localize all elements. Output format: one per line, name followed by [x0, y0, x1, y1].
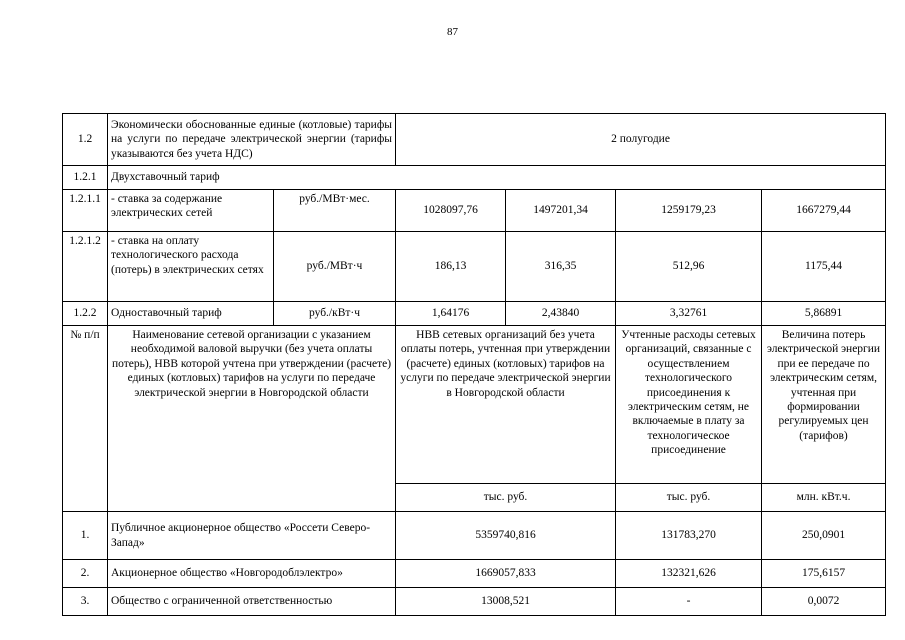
section-row — [63, 114, 886, 166]
org-name: Публичное акционерное общество «Россети Северо-Запад» — [108, 512, 396, 560]
org-value3: 0,0072 — [762, 588, 886, 616]
row-unit: руб./МВт·ч — [274, 232, 396, 302]
row-number: 1.2.1.1 — [63, 190, 108, 232]
row-number: 1.2.1 — [63, 166, 108, 190]
value-cell: 1,64176 — [396, 302, 506, 326]
org-name: Акционерное общество «Новгородоблэлектро» — [108, 560, 396, 588]
org-number: 3. — [63, 588, 108, 616]
org-value3: 250,0901 — [762, 512, 886, 560]
org-value1: 13008,521 — [396, 588, 616, 616]
value-cell: 2,43840 — [506, 302, 616, 326]
org-number: 1. — [63, 512, 108, 560]
two-rate-row — [63, 166, 886, 190]
org-header-row — [63, 326, 886, 484]
value-cell: 3,32761 — [616, 302, 762, 326]
row-label: Одноставочный тариф — [108, 302, 274, 326]
value-cell: 1175,44 — [762, 232, 886, 302]
rate-row — [63, 190, 886, 232]
rate-row — [63, 232, 886, 302]
unit-col3: млн. кВт.ч. — [762, 484, 886, 512]
row-number: 1.2.1.2 — [63, 232, 108, 302]
org-value3: 175,6157 — [762, 560, 886, 588]
org-value2: 132321,626 — [616, 560, 762, 588]
header-org-name: Наименование сетевой организации с указанием необходимой валовой выручки (без учета оплаты потерь), НВВ которой учтена при утверждении (расчете) единых (котловых) тарифов на услуги по передаче электрической энергии в Новгородской области — [108, 326, 396, 512]
row-unit: руб./кВт·ч — [274, 302, 396, 326]
org-value1: 1669057,833 — [396, 560, 616, 588]
value-cell: 512,96 — [616, 232, 762, 302]
value-cell: 316,35 — [506, 232, 616, 302]
tariff-table — [62, 113, 886, 616]
unit-col1: тыс. руб. — [396, 484, 616, 512]
header-col3: Величина потерь электрической энергии при ее передаче по электрическим сетям, учтенная при формировании регулируемых цен (тарифов) — [762, 326, 886, 484]
header-col2: Учтенные расходы сетевых организаций, связанные с осуществлением технологического присоединения к электрическим сетям, не включаемые в плату за технологическое присоединение — [616, 326, 762, 484]
row-label: - ставка за содержание электрических сетей — [108, 190, 274, 232]
org-name: Общество с ограниченной ответственностью — [108, 588, 396, 616]
value-cell: 1028097,76 — [396, 190, 506, 232]
org-value2: 131783,270 — [616, 512, 762, 560]
org-row — [63, 588, 886, 616]
value-cell: 186,13 — [396, 232, 506, 302]
row-label: Двухставочный тариф — [108, 166, 886, 190]
value-cell: 1667279,44 — [762, 190, 886, 232]
single-rate-row — [63, 302, 886, 326]
org-row — [63, 512, 886, 560]
row-number: 1.2.2 — [63, 302, 108, 326]
page-number: 87 — [447, 26, 458, 38]
value-cell: 1497201,34 — [506, 190, 616, 232]
header-number: № п/п — [63, 326, 108, 512]
header-col1: НВВ сетевых организаций без учета оплаты потерь, учтенная при утверждении (расчете) единых (котловых) тарифов на услуги по передаче электрической энергии в Новгородской области — [396, 326, 616, 484]
org-value1: 5359740,816 — [396, 512, 616, 560]
org-number: 2. — [63, 560, 108, 588]
row-unit: руб./МВт·мес. — [274, 190, 396, 232]
org-value2: - — [616, 588, 762, 616]
value-cell: 5,86891 — [762, 302, 886, 326]
period-label: 2 полугодие — [396, 114, 886, 166]
section-number: 1.2 — [63, 114, 108, 166]
row-label: - ставка на оплату технологического расхода (потерь) в электрических сетях — [108, 232, 274, 302]
value-cell: 1259179,23 — [616, 190, 762, 232]
unit-col2: тыс. руб. — [616, 484, 762, 512]
org-row — [63, 560, 886, 588]
section-title: Экономически обоснованные единые (котловые) тарифы на услуги по передаче электрической энергии (тарифы указываются без учета НДС) — [108, 114, 396, 166]
